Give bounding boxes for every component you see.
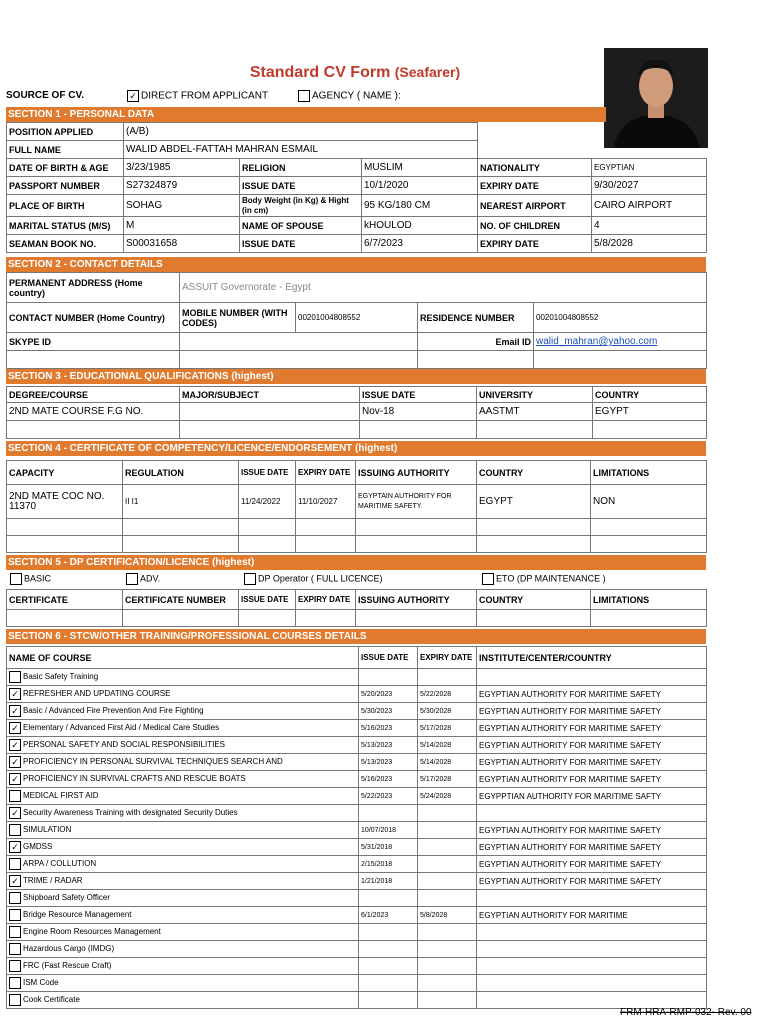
training-course-cell (7, 890, 359, 907)
dp-basic-option[interactable] (10, 573, 51, 585)
training-expiry-date[interactable]: 5/8/2028 (418, 907, 477, 924)
training-course-name: PROFICIENCY IN SURVIVAL CRAFTS AND RESCUE BOATS (23, 774, 246, 784)
training-expiry-date[interactable] (418, 856, 477, 873)
training-expiry-date[interactable] (418, 669, 477, 686)
training-checkbox[interactable] (9, 892, 21, 904)
training-checkbox[interactable]: ✓ (9, 688, 21, 700)
training-institute[interactable] (477, 992, 707, 1009)
training-course-cell (7, 754, 359, 771)
training-row (7, 686, 707, 703)
training-checkbox[interactable] (9, 943, 21, 955)
dp-header-number: CERTIFICATE NUMBER (123, 590, 239, 610)
agency-checkbox[interactable] (298, 90, 310, 102)
training-expiry-date[interactable] (418, 924, 477, 941)
training-checkbox[interactable] (9, 977, 21, 989)
dp-header-authority: ISSUING AUTHORITY (356, 590, 477, 610)
spouse-label: NAME OF SPOUSE (240, 217, 362, 235)
children-label: NO. OF CHILDREN (478, 217, 592, 235)
edu-header-major: MAJOR/SUBJECT (180, 387, 360, 403)
training-course-cell (7, 873, 359, 890)
training-row (7, 771, 707, 788)
training-course-name: Shipboard Safety Officer (23, 893, 111, 903)
personal-data-table (6, 122, 707, 253)
training-expiry-date[interactable] (418, 992, 477, 1009)
training-issue-date[interactable]: 5/16/2023 (359, 771, 418, 788)
training-issue-date[interactable]: 10/07/2018 (359, 822, 418, 839)
dp-header-limitations: LIMITATIONS (591, 590, 707, 610)
form-title-sub: (Seafarer) (394, 64, 461, 80)
training-course-name: TRIME / RADAR (23, 876, 83, 886)
training-expiry-date[interactable]: 5/30/2028 (418, 703, 477, 720)
edu-country[interactable]: EGYPT (593, 403, 707, 421)
training-issue-date[interactable]: 5/22/2023 (359, 788, 418, 805)
training-row (7, 737, 707, 754)
training-course-cell (7, 737, 359, 754)
passport-issue-value[interactable]: 10/1/2020 (362, 177, 478, 195)
passport-label: PASSPORT NUMBER (7, 177, 124, 195)
training-course-name: ISM Code (23, 978, 59, 988)
training-institute[interactable] (477, 924, 707, 941)
training-institute[interactable]: EGYPTIAN AUTHORITY FOR MARITIME SAFETY (477, 754, 707, 771)
training-issue-date[interactable] (359, 924, 418, 941)
training-expiry-date[interactable]: 5/14/2028 (418, 737, 477, 754)
contact-table (6, 272, 707, 369)
name-label: FULL NAME (7, 141, 124, 159)
training-header-expiry: EXPIRY DATE (418, 647, 477, 669)
training-row (7, 873, 707, 890)
training-header-course: NAME OF COURSE (7, 647, 359, 669)
training-expiry-date[interactable]: 5/17/2028 (418, 771, 477, 788)
coc-expiry[interactable]: 11/10/2027 (296, 485, 356, 519)
airport-label: NEAREST AIRPORT (478, 195, 592, 217)
training-checkbox[interactable] (9, 909, 21, 921)
coc-header-regulation: REGULATION (123, 461, 239, 485)
training-row (7, 992, 707, 1009)
training-header-issue: ISSUE DATE (359, 647, 418, 669)
training-row (7, 890, 707, 907)
training-course-name: GMDSS (23, 842, 53, 852)
training-rows (7, 669, 707, 1009)
training-checkbox[interactable] (9, 926, 21, 938)
nationality-value[interactable]: EGYPTIAN (592, 159, 707, 177)
dp-adv-checkbox[interactable] (126, 573, 138, 585)
eto-label: ETO (DP MAINTENANCE ) (496, 573, 606, 584)
training-expiry-date[interactable] (418, 890, 477, 907)
agency-option[interactable] (298, 90, 401, 102)
pob-label: PLACE OF BIRTH (7, 195, 124, 217)
training-issue-date[interactable] (359, 992, 418, 1009)
training-institute[interactable]: EGYPTIAN AUTHORITY FOR MARITIME SAFETY (477, 856, 707, 873)
training-institute[interactable]: EGYPPTIAN AUTHORITY FOR MARITIME SAFTY (477, 788, 707, 805)
education-table (6, 386, 707, 439)
address-value[interactable]: ASSUIT Governorate - Egypt (180, 273, 707, 303)
training-course-cell (7, 720, 359, 737)
training-row (7, 839, 707, 856)
seaman-expiry-label: EXPIRY DATE (478, 235, 592, 253)
agency-label: AGENCY ( NAME ): (312, 90, 401, 102)
training-institute[interactable]: EGYPTIAN AUTHORITY FOR MARITIME SAFETY (477, 771, 707, 788)
nationality-label: NATIONALITY (478, 159, 592, 177)
training-course-cell (7, 822, 359, 839)
dp-adv-option[interactable] (126, 573, 160, 585)
edu-header-issue: ISSUE DATE (360, 387, 477, 403)
training-issue-date[interactable]: 5/13/2023 (359, 737, 418, 754)
dp-basic-checkbox[interactable] (10, 573, 22, 585)
seaman-issue-value[interactable]: 6/7/2023 (362, 235, 478, 253)
training-row (7, 720, 707, 737)
section-6-header: SECTION 6 - STCW/OTHER TRAINING/PROFESSIONAL COURSES DETAILS (6, 629, 706, 644)
training-course-name: Basic / Advanced Fire Prevention And Fire Fighting (23, 706, 204, 716)
training-checkbox[interactable]: ✓ (9, 739, 21, 751)
coc-header-limitations: LIMITATIONS (591, 461, 707, 485)
body-weight-value[interactable]: 95 KG/180 CM (362, 195, 478, 217)
training-course-cell (7, 771, 359, 788)
section-5-header: SECTION 5 - DP CERTIFICATION/LICENCE (highest) (6, 555, 706, 570)
eto-option[interactable] (482, 573, 606, 585)
training-institute[interactable] (477, 669, 707, 686)
training-course-cell (7, 686, 359, 703)
passport-expiry-value[interactable]: 9/30/2027 (592, 177, 707, 195)
training-course-cell (7, 669, 359, 686)
section-2-header: SECTION 2 - CONTACT DETAILS (6, 257, 706, 272)
dob-label: DATE OF BIRTH & AGE (7, 159, 124, 177)
training-checkbox[interactable]: ✓ (9, 841, 21, 853)
mobile-value[interactable]: 00201004808552 (296, 303, 418, 333)
training-expiry-date[interactable]: 5/22/2028 (418, 686, 477, 703)
skype-label: SKYPE ID (7, 333, 180, 351)
training-issue-date[interactable]: 5/16/2023 (359, 720, 418, 737)
coc-header-expiry: EXPIRY DATE (296, 461, 356, 485)
training-institute[interactable]: EGYPTIAN AUTHORITY FOR MARITIME SAFETY (477, 839, 707, 856)
source-of-cv (6, 90, 606, 104)
training-row (7, 754, 707, 771)
section-1-header: SECTION 1 - PERSONAL DATA (6, 107, 606, 122)
training-issue-date[interactable] (359, 975, 418, 992)
edu-major[interactable] (180, 403, 360, 421)
training-checkbox[interactable]: ✓ (9, 705, 21, 717)
training-checkbox[interactable]: ✓ (9, 722, 21, 734)
training-checkbox[interactable]: ✓ (9, 773, 21, 785)
passport-expiry-label: EXPIRY DATE (478, 177, 592, 195)
dp-header-expiry: EXPIRY DATE (296, 590, 356, 610)
form-title-main: Standard CV Form (249, 64, 391, 81)
training-course-cell (7, 856, 359, 873)
dp-table (6, 589, 707, 627)
coc-header-authority: ISSUING AUTHORITY (356, 461, 477, 485)
training-issue-date[interactable] (359, 890, 418, 907)
training-expiry-date[interactable] (418, 873, 477, 890)
dp-header-issue: ISSUE DATE (239, 590, 296, 610)
pob-value[interactable]: SOHAG (124, 195, 240, 217)
training-row (7, 907, 707, 924)
training-row (7, 975, 707, 992)
section-3-header: SECTION 3 - EDUCATIONAL QUALIFICATIONS (highest) (6, 369, 706, 384)
edu-header-university: UNIVERSITY (477, 387, 593, 403)
skype-value[interactable] (180, 333, 418, 351)
training-institute[interactable]: EGYPTIAN AUTHORITY FOR MARITIME (477, 907, 707, 924)
training-row (7, 958, 707, 975)
mobile-label: MOBILE NUMBER (WITH CODES) (180, 303, 296, 333)
marital-label: MARITAL STATUS (M/S) (7, 217, 124, 235)
children-value[interactable]: 4 (592, 217, 707, 235)
training-course-cell (7, 975, 359, 992)
training-course-name: SIMULATION (23, 825, 72, 835)
training-institute[interactable]: EGYPTIAN AUTHORITY FOR MARITIME SAFETY (477, 873, 707, 890)
position-value[interactable]: (A/B) (124, 123, 478, 141)
coc-header-capacity: CAPACITY (7, 461, 123, 485)
training-institute[interactable] (477, 941, 707, 958)
coc-issue[interactable]: 11/24/2022 (239, 485, 296, 519)
edu-header-degree: DEGREE/COURSE (7, 387, 180, 403)
direct-checkbox[interactable]: ✓ (127, 90, 139, 102)
training-row (7, 805, 707, 822)
training-course-name: PERSONAL SAFETY AND SOCIAL RESPONSIBILITIES (23, 740, 225, 750)
dp-operator-label: DP Operator ( FULL LICENCE) (258, 573, 383, 584)
edu-degree[interactable]: 2ND MATE COURSE F.G NO. (7, 403, 180, 421)
training-expiry-date[interactable] (418, 941, 477, 958)
training-course-cell (7, 907, 359, 924)
dp-adv-label: ADV. (140, 573, 161, 584)
training-checkbox[interactable]: ✓ (9, 807, 21, 819)
source-label: SOURCE OF CV. (6, 90, 84, 101)
training-issue-date[interactable] (359, 669, 418, 686)
training-course-cell (7, 958, 359, 975)
training-row (7, 703, 707, 720)
training-row (7, 941, 707, 958)
direct-label: DIRECT FROM APPLICANT (141, 90, 269, 102)
dp-operator-option[interactable] (244, 573, 383, 585)
name-value[interactable]: WALID ABDEL-FATTAH MAHRAN ESMAIL (124, 141, 478, 159)
dob-value[interactable]: 3/23/1985 (124, 159, 240, 177)
training-institute[interactable]: EGYPTIAN AUTHORITY FOR MARITIME SAFETY (477, 822, 707, 839)
email-label: Email ID (418, 333, 534, 351)
training-course-cell (7, 941, 359, 958)
training-expiry-date[interactable] (418, 822, 477, 839)
coc-table (6, 460, 707, 553)
dp-options (6, 572, 706, 588)
training-issue-date[interactable]: 2/15/2018 (359, 856, 418, 873)
seaman-expiry-value[interactable]: 5/8/2028 (592, 235, 707, 253)
body-weight-label: Body Weight (in Kg) & Hight (in cm) (240, 195, 362, 217)
training-checkbox[interactable]: ✓ (9, 875, 21, 887)
training-course-name: REFRESHER AND UPDATING COURSE (23, 689, 171, 699)
training-institute[interactable]: EGYPTIAN AUTHORITY FOR MARITIME SAFETY (477, 686, 707, 703)
airport-value[interactable]: CAIRO AIRPORT (592, 195, 707, 217)
training-issue-date[interactable]: 5/30/2023 (359, 703, 418, 720)
coc-country[interactable]: EGYPT (477, 485, 591, 519)
training-row (7, 788, 707, 805)
coc-header-country: COUNTRY (477, 461, 591, 485)
training-course-name: Security Awareness Training with designated Security Duties (23, 808, 238, 818)
training-row (7, 924, 707, 941)
training-checkbox[interactable] (9, 960, 21, 972)
training-checkbox[interactable] (9, 824, 21, 836)
dp-header-certificate: CERTIFICATE (7, 590, 123, 610)
training-expiry-date[interactable]: 5/24/2028 (418, 788, 477, 805)
training-course-name: PROFICIENCY IN PERSONAL SURVIVAL TECHNIQUES SEARCH AND (23, 757, 283, 767)
training-checkbox[interactable] (9, 671, 21, 683)
training-institute[interactable] (477, 958, 707, 975)
seaman-issue-label: ISSUE DATE (240, 235, 362, 253)
training-course-name: Elementary / Advanced First Aid / Medical Care Studies (23, 723, 220, 733)
training-institute[interactable] (477, 975, 707, 992)
training-row (7, 822, 707, 839)
training-checkbox[interactable] (9, 790, 21, 802)
contact-label: CONTACT NUMBER (Home Country) (7, 303, 180, 333)
coc-authority[interactable]: EGYPTAIN AUTHORITY FOR MARITIME SAFETY. (356, 485, 477, 519)
training-expiry-date[interactable] (418, 805, 477, 822)
training-institute[interactable] (477, 890, 707, 907)
training-checkbox[interactable]: ✓ (9, 756, 21, 768)
training-institute[interactable]: EGYPTIAN AUTHORITY FOR MARITIME SAFETY (477, 703, 707, 720)
edu-university[interactable]: AASTMT (477, 403, 593, 421)
coc-limitations[interactable]: NON (591, 485, 707, 519)
training-issue-date[interactable]: 6/1/2023 (359, 907, 418, 924)
edu-issue[interactable]: Nov-18 (360, 403, 477, 421)
training-course-cell (7, 805, 359, 822)
passport-issue-label: ISSUE DATE (240, 177, 362, 195)
training-course-cell (7, 924, 359, 941)
training-issue-date[interactable] (359, 958, 418, 975)
training-checkbox[interactable] (9, 994, 21, 1006)
training-course-name: Hazardous Cargo (IMDG) (23, 944, 115, 954)
dp-operator-checkbox[interactable] (244, 573, 256, 585)
form-code: FRM-HRA-RMP-032- Rev. 00 (620, 1007, 752, 1018)
training-table (6, 646, 707, 1009)
training-expiry-date[interactable] (418, 958, 477, 975)
training-expiry-date[interactable] (418, 839, 477, 856)
religion-value[interactable]: MUSLIM (362, 159, 478, 177)
training-expiry-date[interactable] (418, 975, 477, 992)
training-issue-date[interactable] (359, 805, 418, 822)
edu-header-country: COUNTRY (593, 387, 707, 403)
coc-regulation[interactable]: II I1 (123, 485, 239, 519)
training-course-name: MEDICAL FIRST AID (23, 791, 99, 801)
coc-capacity[interactable]: 2ND MATE COC NO. 11370 (7, 485, 123, 519)
direct-option[interactable] (127, 90, 268, 102)
training-issue-date[interactable]: 5/31/2018 (359, 839, 418, 856)
training-course-cell (7, 992, 359, 1009)
training-institute[interactable] (477, 805, 707, 822)
training-checkbox[interactable] (9, 858, 21, 870)
residence-value[interactable]: 00201004808552 (534, 303, 707, 333)
section-4-header: SECTION 4 - CERTIFICATE OF COMPETENCY/LICENCE/ENDORSEMENT (highest) (6, 441, 706, 456)
training-expiry-date[interactable]: 5/17/2028 (418, 720, 477, 737)
eto-checkbox[interactable] (482, 573, 494, 585)
training-course-name: ARPA / COLLUTION (23, 859, 97, 869)
training-issue-date[interactable]: 5/13/2023 (359, 754, 418, 771)
training-course-cell (7, 839, 359, 856)
dp-basic-label: BASIC (24, 573, 52, 584)
training-course-name: Bridge Resource Management (23, 910, 132, 920)
training-issue-date[interactable]: 1/21/2018 (359, 873, 418, 890)
training-course-name: Cook Certificate (23, 995, 80, 1005)
training-course-cell (7, 788, 359, 805)
dp-header-country: COUNTRY (477, 590, 591, 610)
training-institute[interactable]: EGYPTIAN AUTHORITY FOR MARITIME SAFETY (477, 737, 707, 754)
spouse-value[interactable]: kHOULOD (362, 217, 478, 235)
training-issue-date[interactable]: 5/20/2023 (359, 686, 418, 703)
seaman-book-label: SEAMAN BOOK NO. (7, 235, 124, 253)
coc-header-issue: ISSUE DATE (239, 461, 296, 485)
training-header-institute: INSTITUTE/CENTER/COUNTRY (477, 647, 707, 669)
training-course-name: Basic Safety Training (23, 672, 99, 682)
religion-label: RELIGION (240, 159, 362, 177)
marital-value[interactable]: M (124, 217, 240, 235)
address-label: PERMANENT ADDRESS (Home country) (7, 273, 180, 303)
training-issue-date[interactable] (359, 941, 418, 958)
position-label: POSITION APPLIED (7, 123, 124, 141)
training-row (7, 669, 707, 686)
residence-label: RESIDENCE NUMBER (418, 303, 534, 333)
training-course-name: Engine Room Resources Management (23, 927, 161, 937)
training-expiry-date[interactable]: 5/14/2028 (418, 754, 477, 771)
passport-value[interactable]: S27324879 (124, 177, 240, 195)
training-row (7, 856, 707, 873)
training-course-name: FRC (Fast Rescue Craft) (23, 961, 112, 971)
email-link[interactable]: walid_mahran@yahoo.com (536, 336, 658, 347)
training-institute[interactable]: EGYPTIAN AUTHORITY FOR MARITIME SAFETY (477, 720, 707, 737)
training-course-cell (7, 703, 359, 720)
seaman-book-value[interactable]: S00031658 (124, 235, 240, 253)
